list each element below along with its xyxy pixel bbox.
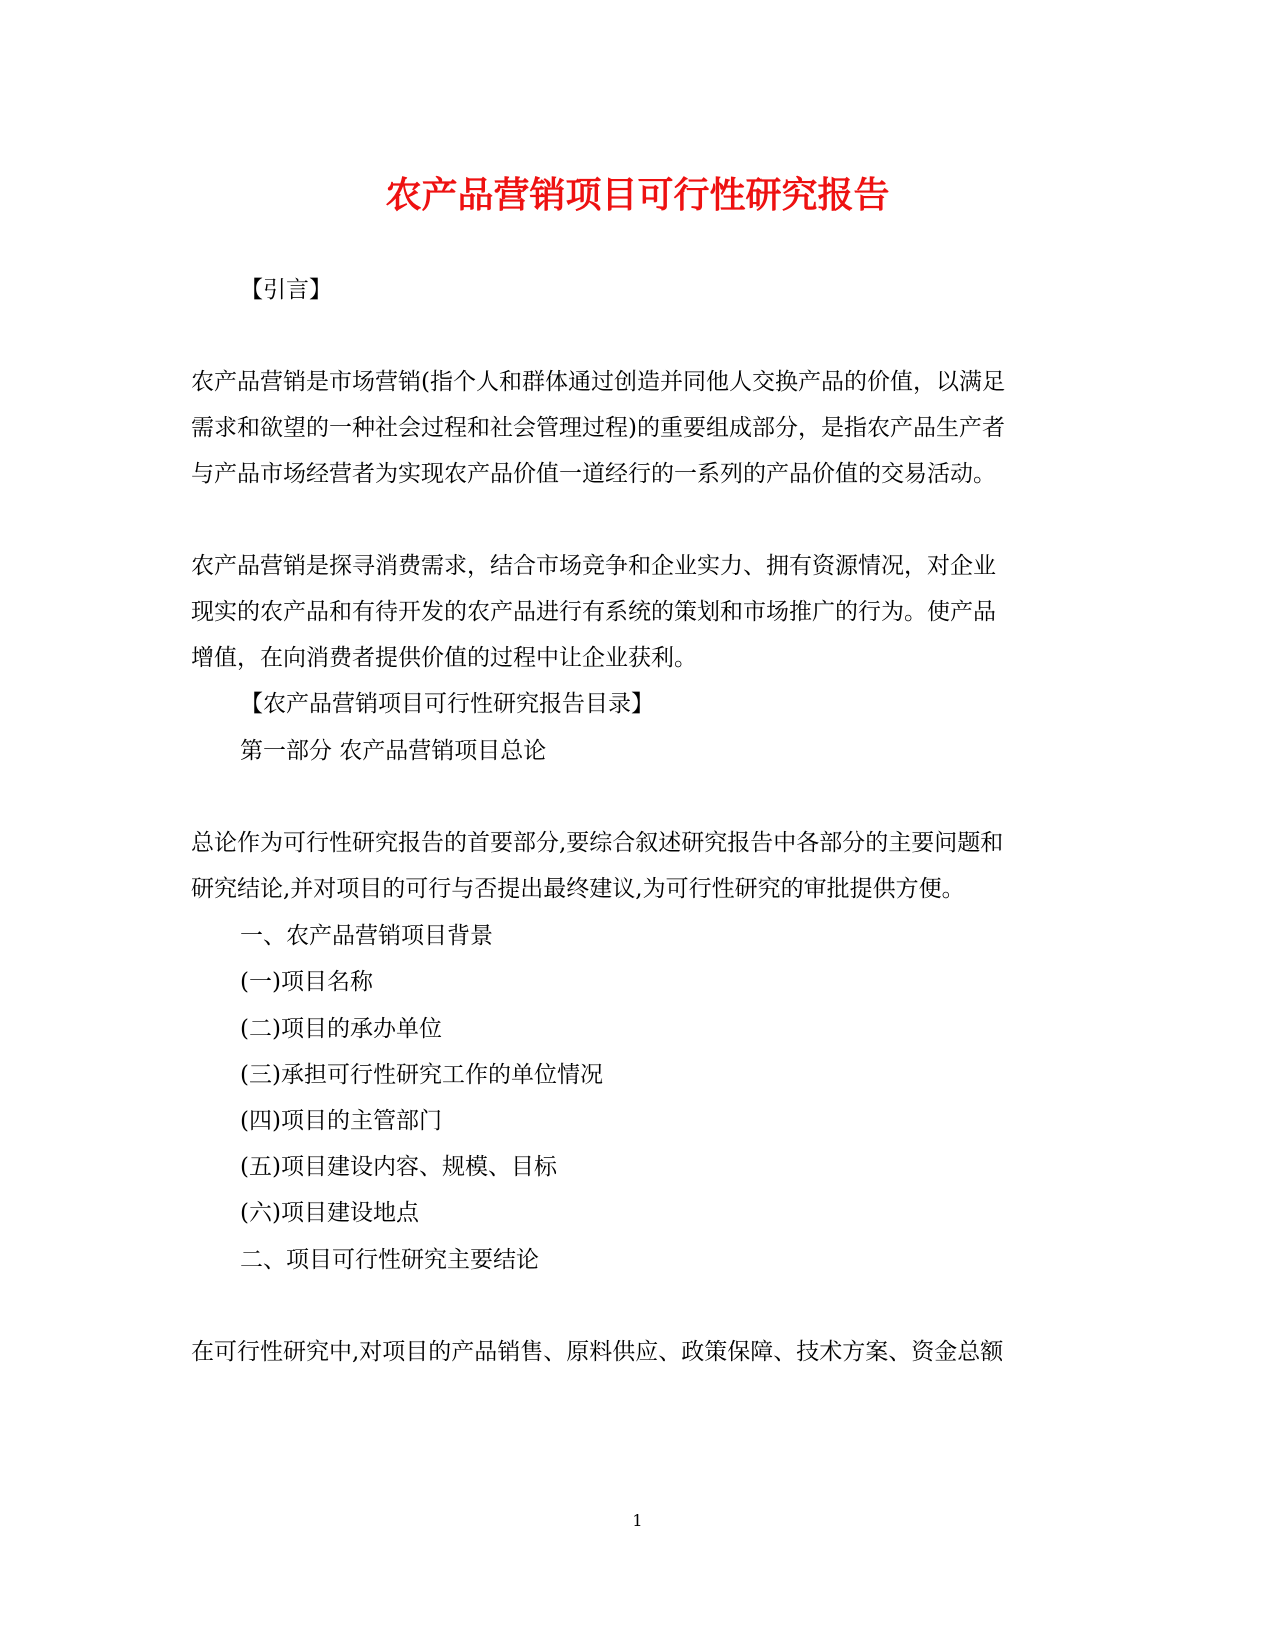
toc-item: (三)承担可行性研究工作的单位情况 [240,1062,603,1088]
paragraph-line: 现实的农产品和有待开发的农产品进行有系统的策划和市场推广的行为。使产品 [191,599,996,625]
paragraph-line: 增值，在向消费者提供价值的过程中让企业获利。 [191,645,697,671]
toc-heading: 【农产品营销项目可行性研究报告目录】 [240,691,654,717]
paragraph-line: 需求和欲望的一种社会过程和社会管理过程)的重要组成部分，是指农产品生产者 [191,415,1005,441]
toc-item: (一)项目名称 [240,969,373,995]
toc-item: 一、农产品营销项目背景 [240,923,493,949]
toc-item: (四)项目的主管部门 [240,1108,442,1134]
intro-heading: 【引言】 [240,277,332,303]
toc-item: (五)项目建设内容、规模、目标 [240,1154,557,1180]
toc-item: 二、项目可行性研究主要结论 [240,1247,539,1273]
paragraph-line: 与产品市场经营者为实现农产品价值一道经行的一系列的产品价值的交易活动。 [191,461,996,487]
toc-item: (六)项目建设地点 [240,1200,419,1226]
paragraph-line: 总论作为可行性研究报告的首要部分,要综合叙述研究报告中各部分的主要问题和 [191,830,1004,856]
page-title: 农产品营销项目可行性研究报告 [385,174,890,216]
paragraph-line: 在可行性研究中,对项目的产品销售、原料供应、政策保障、技术方案、资金总额 [191,1339,1004,1365]
page-number: 1 [632,1511,643,1530]
paragraph-line: 农产品营销是市场营销(指个人和群体通过创造并同他人交换产品的价值，以满足 [191,369,1005,395]
part-one-heading: 第一部分 农产品营销项目总论 [240,738,547,764]
paragraph-line: 研究结论,并对项目的可行与否提出最终建议,为可行性研究的审批提供方便。 [191,876,965,902]
toc-item: (二)项目的承办单位 [240,1016,442,1042]
paragraph-line: 农产品营销是探寻消费需求，结合市场竞争和企业实力、拥有资源情况，对企业 [191,553,996,579]
